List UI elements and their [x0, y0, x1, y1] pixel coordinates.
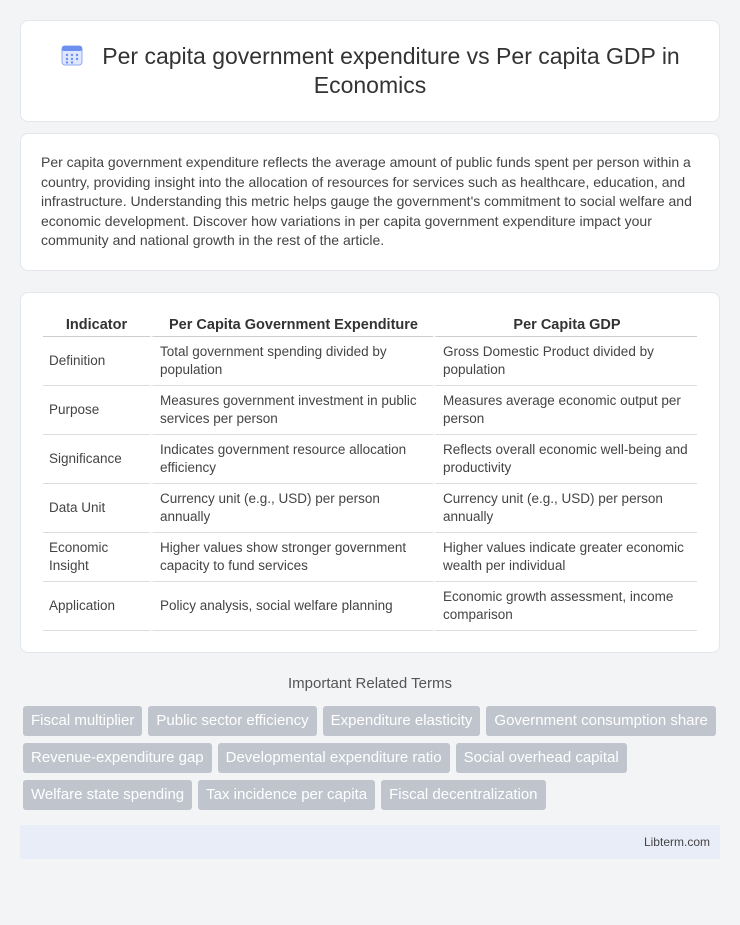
related-term-tag[interactable]: Welfare state spending [23, 780, 192, 810]
row-indicator: Purpose [43, 386, 150, 435]
header-indicator: Indicator [43, 315, 150, 337]
row-indicator: Significance [43, 435, 150, 484]
related-term-tag[interactable]: Fiscal multiplier [23, 706, 142, 736]
table-row [43, 337, 697, 386]
row-gov-expenditure: Measures government investment in public services per person [150, 386, 433, 435]
row-gov-expenditure: Indicates government resource allocation efficiency [150, 435, 433, 484]
row-gdp: Gross Domestic Product divided by population [433, 337, 697, 386]
table-row [43, 533, 697, 582]
related-terms-list [23, 706, 720, 810]
row-indicator: Economic Insight [43, 533, 150, 582]
table-row [43, 582, 697, 631]
title-card [20, 20, 720, 122]
row-indicator: Data Unit [43, 484, 150, 533]
row-gov-expenditure: Currency unit (e.g., USD) per person annually [150, 484, 433, 533]
page-title [45, 42, 695, 100]
row-gdp: Currency unit (e.g., USD) per person annually [433, 484, 697, 533]
row-gov-expenditure: Higher values show stronger government capacity to fund services [150, 533, 433, 582]
row-gov-expenditure: Policy analysis, social welfare planning [150, 582, 433, 631]
comparison-table [43, 315, 697, 631]
related-term-tag[interactable]: Expenditure elasticity [323, 706, 481, 736]
related-terms-heading: Important Related Terms [288, 675, 452, 692]
table-row [43, 386, 697, 435]
table-row [43, 484, 697, 533]
row-indicator: Definition [43, 337, 150, 386]
related-term-tag[interactable]: Social overhead capital [456, 743, 627, 773]
row-gdp: Higher values indicate greater economic wealth per individual [433, 533, 697, 582]
intro-text: Per capita government expenditure reflects the average amount of public funds spent per person within a country, providing insight into the allocation of resources for services such as healthcare, education, and infrastructure. Understanding this metric helps gauge the government's commitment to social welfare and economic development. Discover how variations in per capita government expenditure impact your community and national growth in the rest of the article. [41, 154, 692, 249]
related-term-tag[interactable]: Developmental expenditure ratio [218, 743, 450, 773]
intro-card [20, 133, 720, 271]
related-term-tag[interactable]: Fiscal decentralization [381, 780, 545, 810]
calendar-icon [60, 43, 84, 67]
row-gdp: Measures average economic output per person [433, 386, 697, 435]
related-term-tag[interactable]: Tax incidence per capita [198, 780, 375, 810]
header-gov-expenditure: Per Capita Government Expenditure [150, 315, 433, 337]
related-term-tag[interactable]: Revenue-expenditure gap [23, 743, 212, 773]
row-gov-expenditure: Total government spending divided by population [150, 337, 433, 386]
footer-site-link[interactable]: Libterm.com [643, 835, 710, 849]
header-gdp: Per Capita GDP [433, 315, 697, 337]
page-title-text: Per capita government expenditure vs Per capita GDP in Economics [102, 43, 680, 98]
comparison-table-card [20, 292, 720, 653]
row-indicator: Application [43, 582, 150, 631]
table-row [43, 435, 697, 484]
related-term-tag[interactable]: Public sector efficiency [148, 706, 316, 736]
related-term-tag[interactable]: Government consumption share [486, 706, 715, 736]
row-gdp: Reflects overall economic well-being and productivity [433, 435, 697, 484]
footer [20, 825, 720, 859]
table-header-row [43, 315, 697, 337]
row-gdp: Economic growth assessment, income comparison [433, 582, 697, 631]
